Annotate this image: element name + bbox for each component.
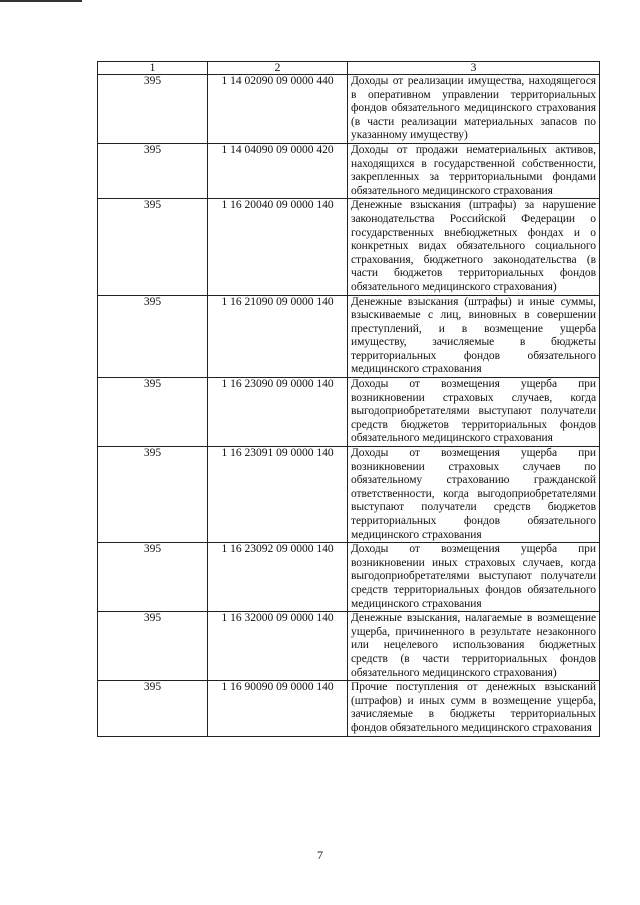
admin-code-cell: 395 [98, 75, 208, 144]
column-header-2: 2 [208, 62, 348, 75]
table-row [98, 143, 600, 198]
admin-code-cell: 395 [98, 378, 208, 447]
revenue-description-cell: Доходы от возмещения ущерба при возникновении страховых случаев, когда выгодоприобретателями выступают получатели средств бюджетов территориальных фондов обязательного медицинского страхования [348, 378, 600, 447]
table-body [98, 75, 600, 737]
revenue-description-cell: Доходы от реализации имущества, находящегося в оперативном управлении территориальных фондов обязательного медицинского страхования (в части реализации материальных запасов по указанному имуществу) [348, 75, 600, 144]
budget-classification-code-cell: 1 16 20040 09 0000 140 [208, 199, 348, 295]
budget-classification-code-cell: 1 16 23090 09 0000 140 [208, 378, 348, 447]
table-row [98, 447, 600, 543]
revenue-description-cell: Доходы от возмещения ущерба при возникновении иных страховых случаев, когда выгодоприобретателями выступают получатели средств территориальных фондов обязательного медицинского страхования [348, 543, 600, 612]
revenue-codes-table [97, 61, 600, 737]
table-row [98, 199, 600, 295]
admin-code-cell: 395 [98, 612, 208, 681]
admin-code-cell: 395 [98, 447, 208, 543]
budget-classification-code-cell: 1 16 90090 09 0000 140 [208, 681, 348, 736]
admin-code-cell: 395 [98, 681, 208, 736]
revenue-description-cell: Доходы от возмещения ущерба при возникновении страховых случаев по обязательному страхованию гражданской ответственности, когда выгодоприобретателями выступают получатели средств бюджетов территориальных фондов обязательного медицинского страхования [348, 447, 600, 543]
budget-classification-code-cell: 1 16 23092 09 0000 140 [208, 543, 348, 612]
top-rule [0, 0, 82, 2]
budget-classification-code-cell: 1 16 21090 09 0000 140 [208, 295, 348, 378]
revenue-description-cell: Денежные взыскания, налагаемые в возмещение ущерба, причиненного в результате незаконного или нецелевого использования бюджетных средств (в части территориальных фондов обязательного медицинского страхования) [348, 612, 600, 681]
budget-classification-code-cell: 1 16 23091 09 0000 140 [208, 447, 348, 543]
table-row [98, 75, 600, 144]
table-row [98, 612, 600, 681]
table-row [98, 543, 600, 612]
budget-classification-code-cell: 1 14 04090 09 0000 420 [208, 143, 348, 198]
revenue-description-cell: Денежные взыскания (штрафы) и иные суммы, взыскиваемые с лиц, виновных в совершении преступлений, и в возмещение ущерба имуществу, зачисляемые в бюджеты территориальных фондов обязательного медицинского страхования [348, 295, 600, 378]
revenue-description-cell: Доходы от продажи нематериальных активов, находящихся в государственной собственности, закрепленных за территориальными фондами обязательного медицинского страхования [348, 143, 600, 198]
table-header-row [98, 62, 600, 75]
admin-code-cell: 395 [98, 295, 208, 378]
page-number: 7 [317, 848, 323, 862]
revenue-description-cell: Прочие поступления от денежных взысканий (штрафов) и иных сумм в возмещение ущерба, зачисляемые в бюджеты территориальных фондов обязательного медицинского страхования [348, 681, 600, 736]
column-header-1: 1 [98, 62, 208, 75]
table-row [98, 681, 600, 736]
admin-code-cell: 395 [98, 543, 208, 612]
admin-code-cell: 395 [98, 199, 208, 295]
budget-classification-code-cell: 1 16 32000 09 0000 140 [208, 612, 348, 681]
admin-code-cell: 395 [98, 143, 208, 198]
table-row [98, 378, 600, 447]
column-header-3: 3 [348, 62, 600, 75]
table-row [98, 295, 600, 378]
budget-classification-code-cell: 1 14 02090 09 0000 440 [208, 75, 348, 144]
revenue-description-cell: Денежные взыскания (штрафы) за нарушение законодательства Российской Федерации о государственных внебюджетных фондах и о конкретных видах обязательного социального страхования, бюджетного законодательства (в части бюджетов территориальных фондов обязательного медицинского страхования) [348, 199, 600, 295]
